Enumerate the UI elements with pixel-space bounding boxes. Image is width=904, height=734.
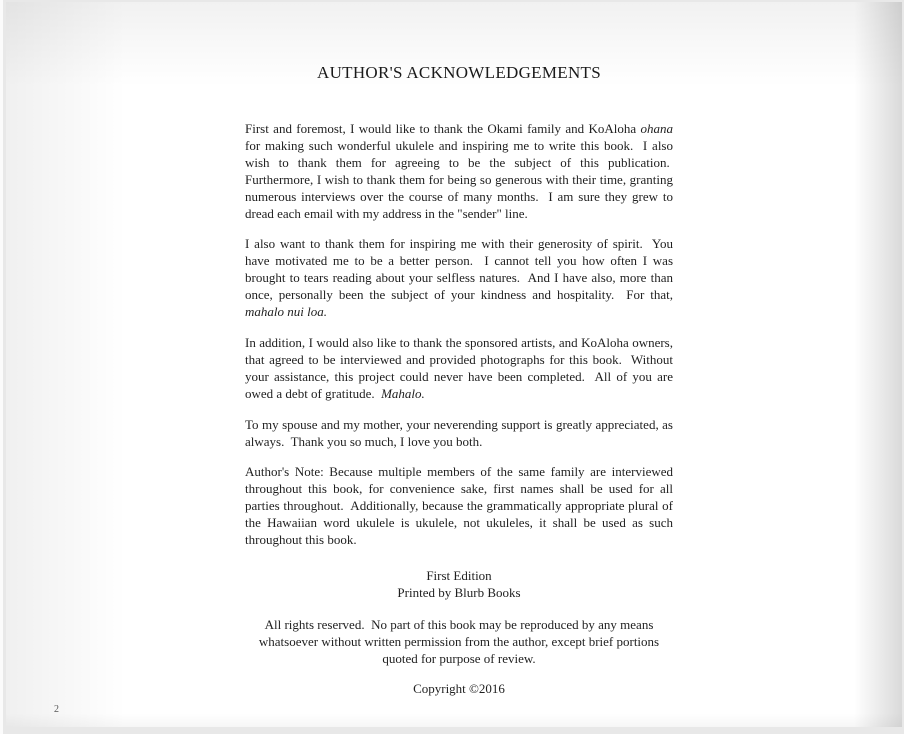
italic-text: mahalo nui loa. [245, 304, 327, 320]
body-text: I also want to thank them for inspiring me with their generosity of spirit. You have motivated me to be a better person. I cannot tell you how often I was brought to tears reading about your selfless natures. And I have also, more than once, personally been the subject of your kindness and hospitality. For that, [245, 236, 673, 303]
paragraph [245, 464, 673, 549]
paragraph [245, 121, 673, 222]
body-text: Author's Note: Because multiple members of the same family are interviewed throughout this book, for convenience sake, first names shall be used for all parties throughout. Additionally, because the grammatically appropriate plural of the Hawaiian word ukulele is ukulele, not ukuleles, it shall be used as such throughout this book. [245, 464, 673, 548]
copyright-line: Copyright ©2016 [413, 681, 505, 697]
italic-text: Mahalo. [381, 385, 425, 401]
text-line: All rights reserved. No part of this book may be reproduced by any means [264, 616, 654, 632]
paragraph [245, 417, 673, 451]
body-text: In addition, I would also like to thank the sponsored artists, and KoAloha owners, that agreed to be interviewed and provided photographs for this book. Without your assistance, this project could never have been completed. All of you are owed a debt of gratitude. [245, 334, 673, 401]
text-line: whatsoever without written permission from the author, except brief portions [258, 633, 660, 649]
page-number: 2 [54, 704, 59, 715]
body-text: First and foremost, I would like to thank the Okami family and KoAloha [245, 121, 641, 136]
italic-text: ohana [640, 121, 673, 136]
body-text: for making such wonderful ukulele and inspiring me to write this book. I also wish to thank them for agreeing to be the subject of this publication. Furthermore, I wish to thank them for being so generous with their time, granting numerous interviews over the course of many months. I am sure they grew to dread each email with my address in the "sender" line. [245, 137, 673, 221]
paragraph [245, 335, 673, 403]
paragraph [245, 236, 673, 321]
page-content [245, 63, 673, 698]
text-line: Printed by Blurb Books [397, 584, 521, 600]
scan-edge-strip [0, 0, 3, 734]
edition-block [245, 568, 673, 602]
page-title: AUTHOR'S ACKNOWLEDGEMENTS [317, 63, 601, 82]
body-text: To my spouse and my mother, your neverending support is greatly appreciated, as always. Thank you so much, I love you both. [245, 416, 673, 449]
acknowledgements-text [245, 121, 673, 549]
text-line: First Edition [426, 567, 492, 583]
rights-block [245, 617, 673, 668]
text-line: quoted for purpose of review. [382, 650, 536, 666]
